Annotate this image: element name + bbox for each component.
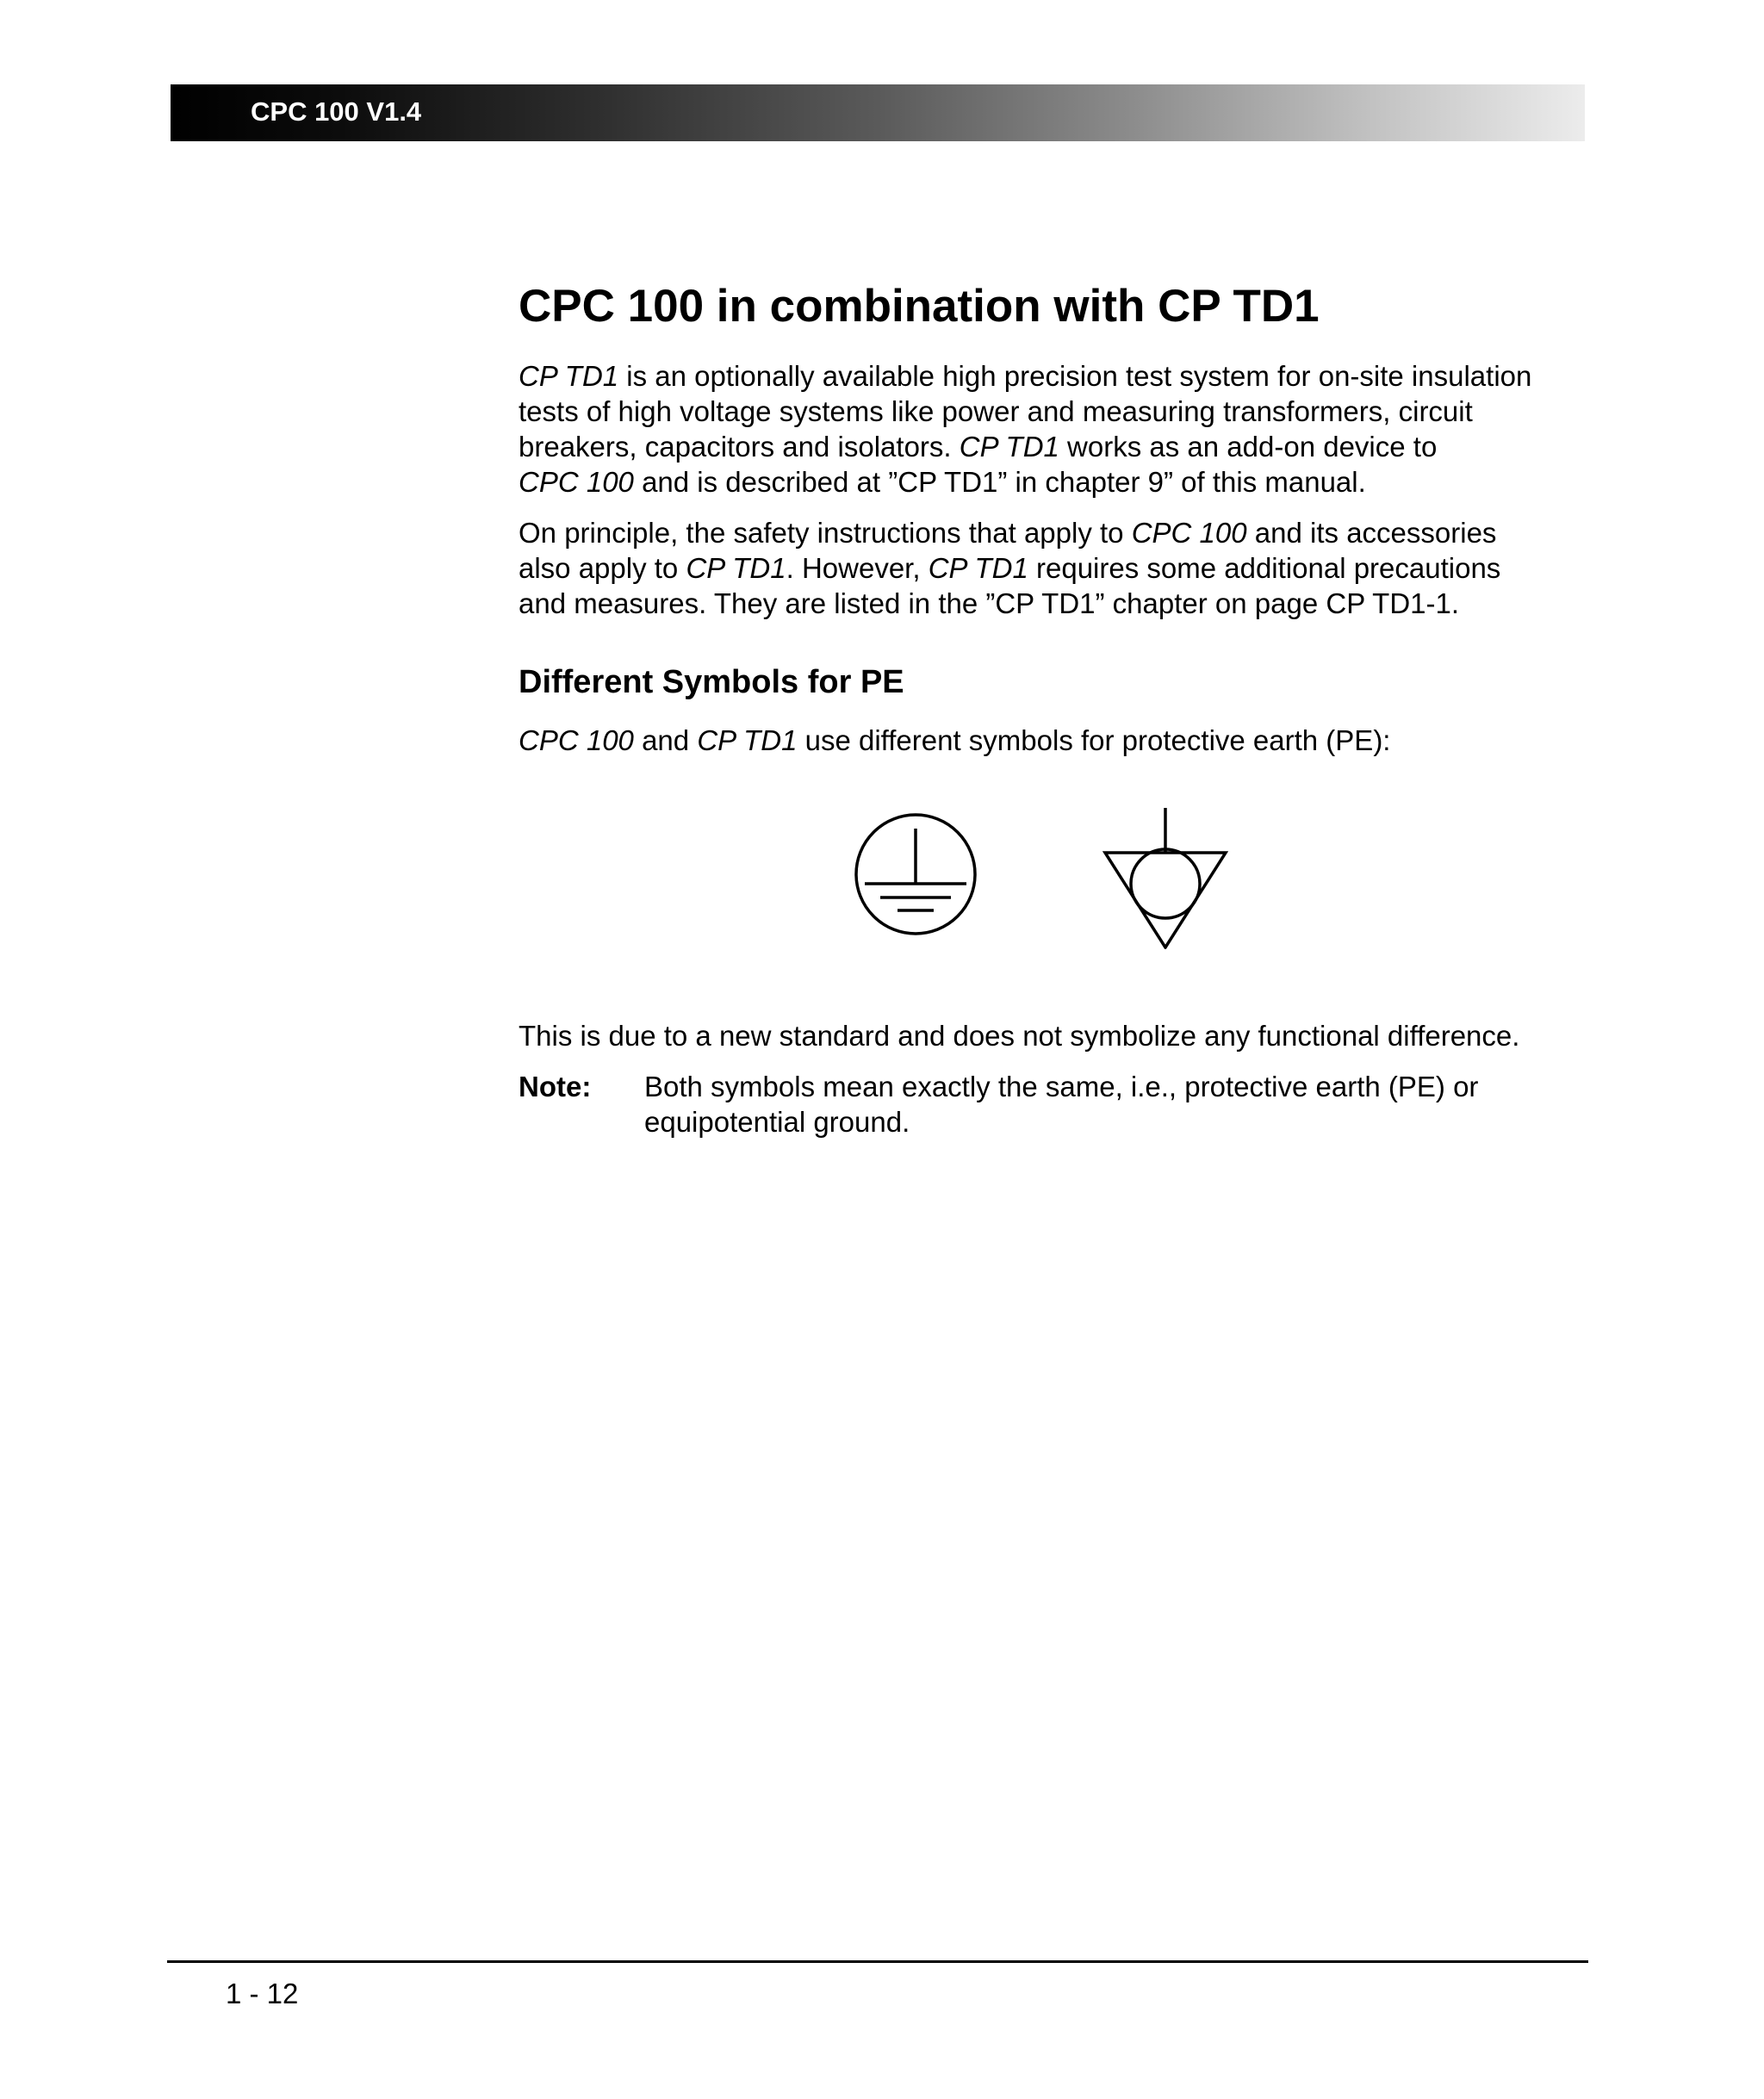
pe-symbols	[519, 806, 1552, 978]
page-title: CPC 100 in combination with CP TD1	[519, 281, 1320, 332]
product-name: CP TD1	[928, 552, 1028, 584]
standard-paragraph: This is due to a new standard and does not symbolize any functional difference.	[519, 1020, 1520, 1052]
text-run: requires some additional precautions and measures. They are listed in the ”CP TD1” chapter on page CP TD1-1.	[519, 552, 1501, 619]
product-name: CP TD1	[959, 431, 1059, 463]
text-run: On principle, the safety instructions that apply to	[519, 517, 1132, 549]
footer-divider	[167, 1960, 1588, 1963]
product-name: CP TD1	[697, 724, 798, 756]
text-run: works as an add-on device to	[1059, 431, 1438, 463]
product-name: CP TD1	[519, 360, 619, 392]
note-text: Both symbols mean exactly the same, i.e., protective earth (PE) or equipotential ground.	[644, 1071, 1479, 1138]
safety-paragraph	[519, 515, 1552, 621]
symbols-intro-paragraph	[519, 723, 1552, 758]
protective-earth-circle-icon	[853, 811, 978, 937]
product-name: CPC 100	[519, 466, 634, 498]
product-name: CPC 100	[519, 724, 634, 756]
text-run: is an optionally available high precision test system for on-site insulation tests of high voltage systems like power and measuring transformers, circuit breakers, capacitors and isolators.	[519, 360, 1532, 463]
note	[519, 1069, 1552, 1140]
header-bar	[171, 84, 1585, 141]
page-number: 1 - 12	[226, 1978, 299, 2009]
note-label: Note:	[519, 1071, 592, 1102]
main-content	[519, 276, 1552, 1140]
text-run: and	[633, 724, 698, 756]
header-title: CPC 100 V1.4	[251, 96, 422, 127]
text-run: use different symbols for protective earth (PE):	[797, 724, 1391, 756]
text-run: and its accessories also apply to	[519, 517, 1497, 584]
intro-paragraph	[519, 358, 1552, 500]
equipotential-ground-triangle-icon	[1102, 806, 1228, 949]
product-name: CPC 100	[1131, 517, 1247, 549]
text-run: and is described at ”CP TD1” in chapter 9” of this manual.	[633, 466, 1366, 498]
text-run: . However,	[786, 552, 929, 584]
section-heading: Different Symbols for PE	[519, 664, 904, 700]
product-name: CP TD1	[686, 552, 786, 584]
